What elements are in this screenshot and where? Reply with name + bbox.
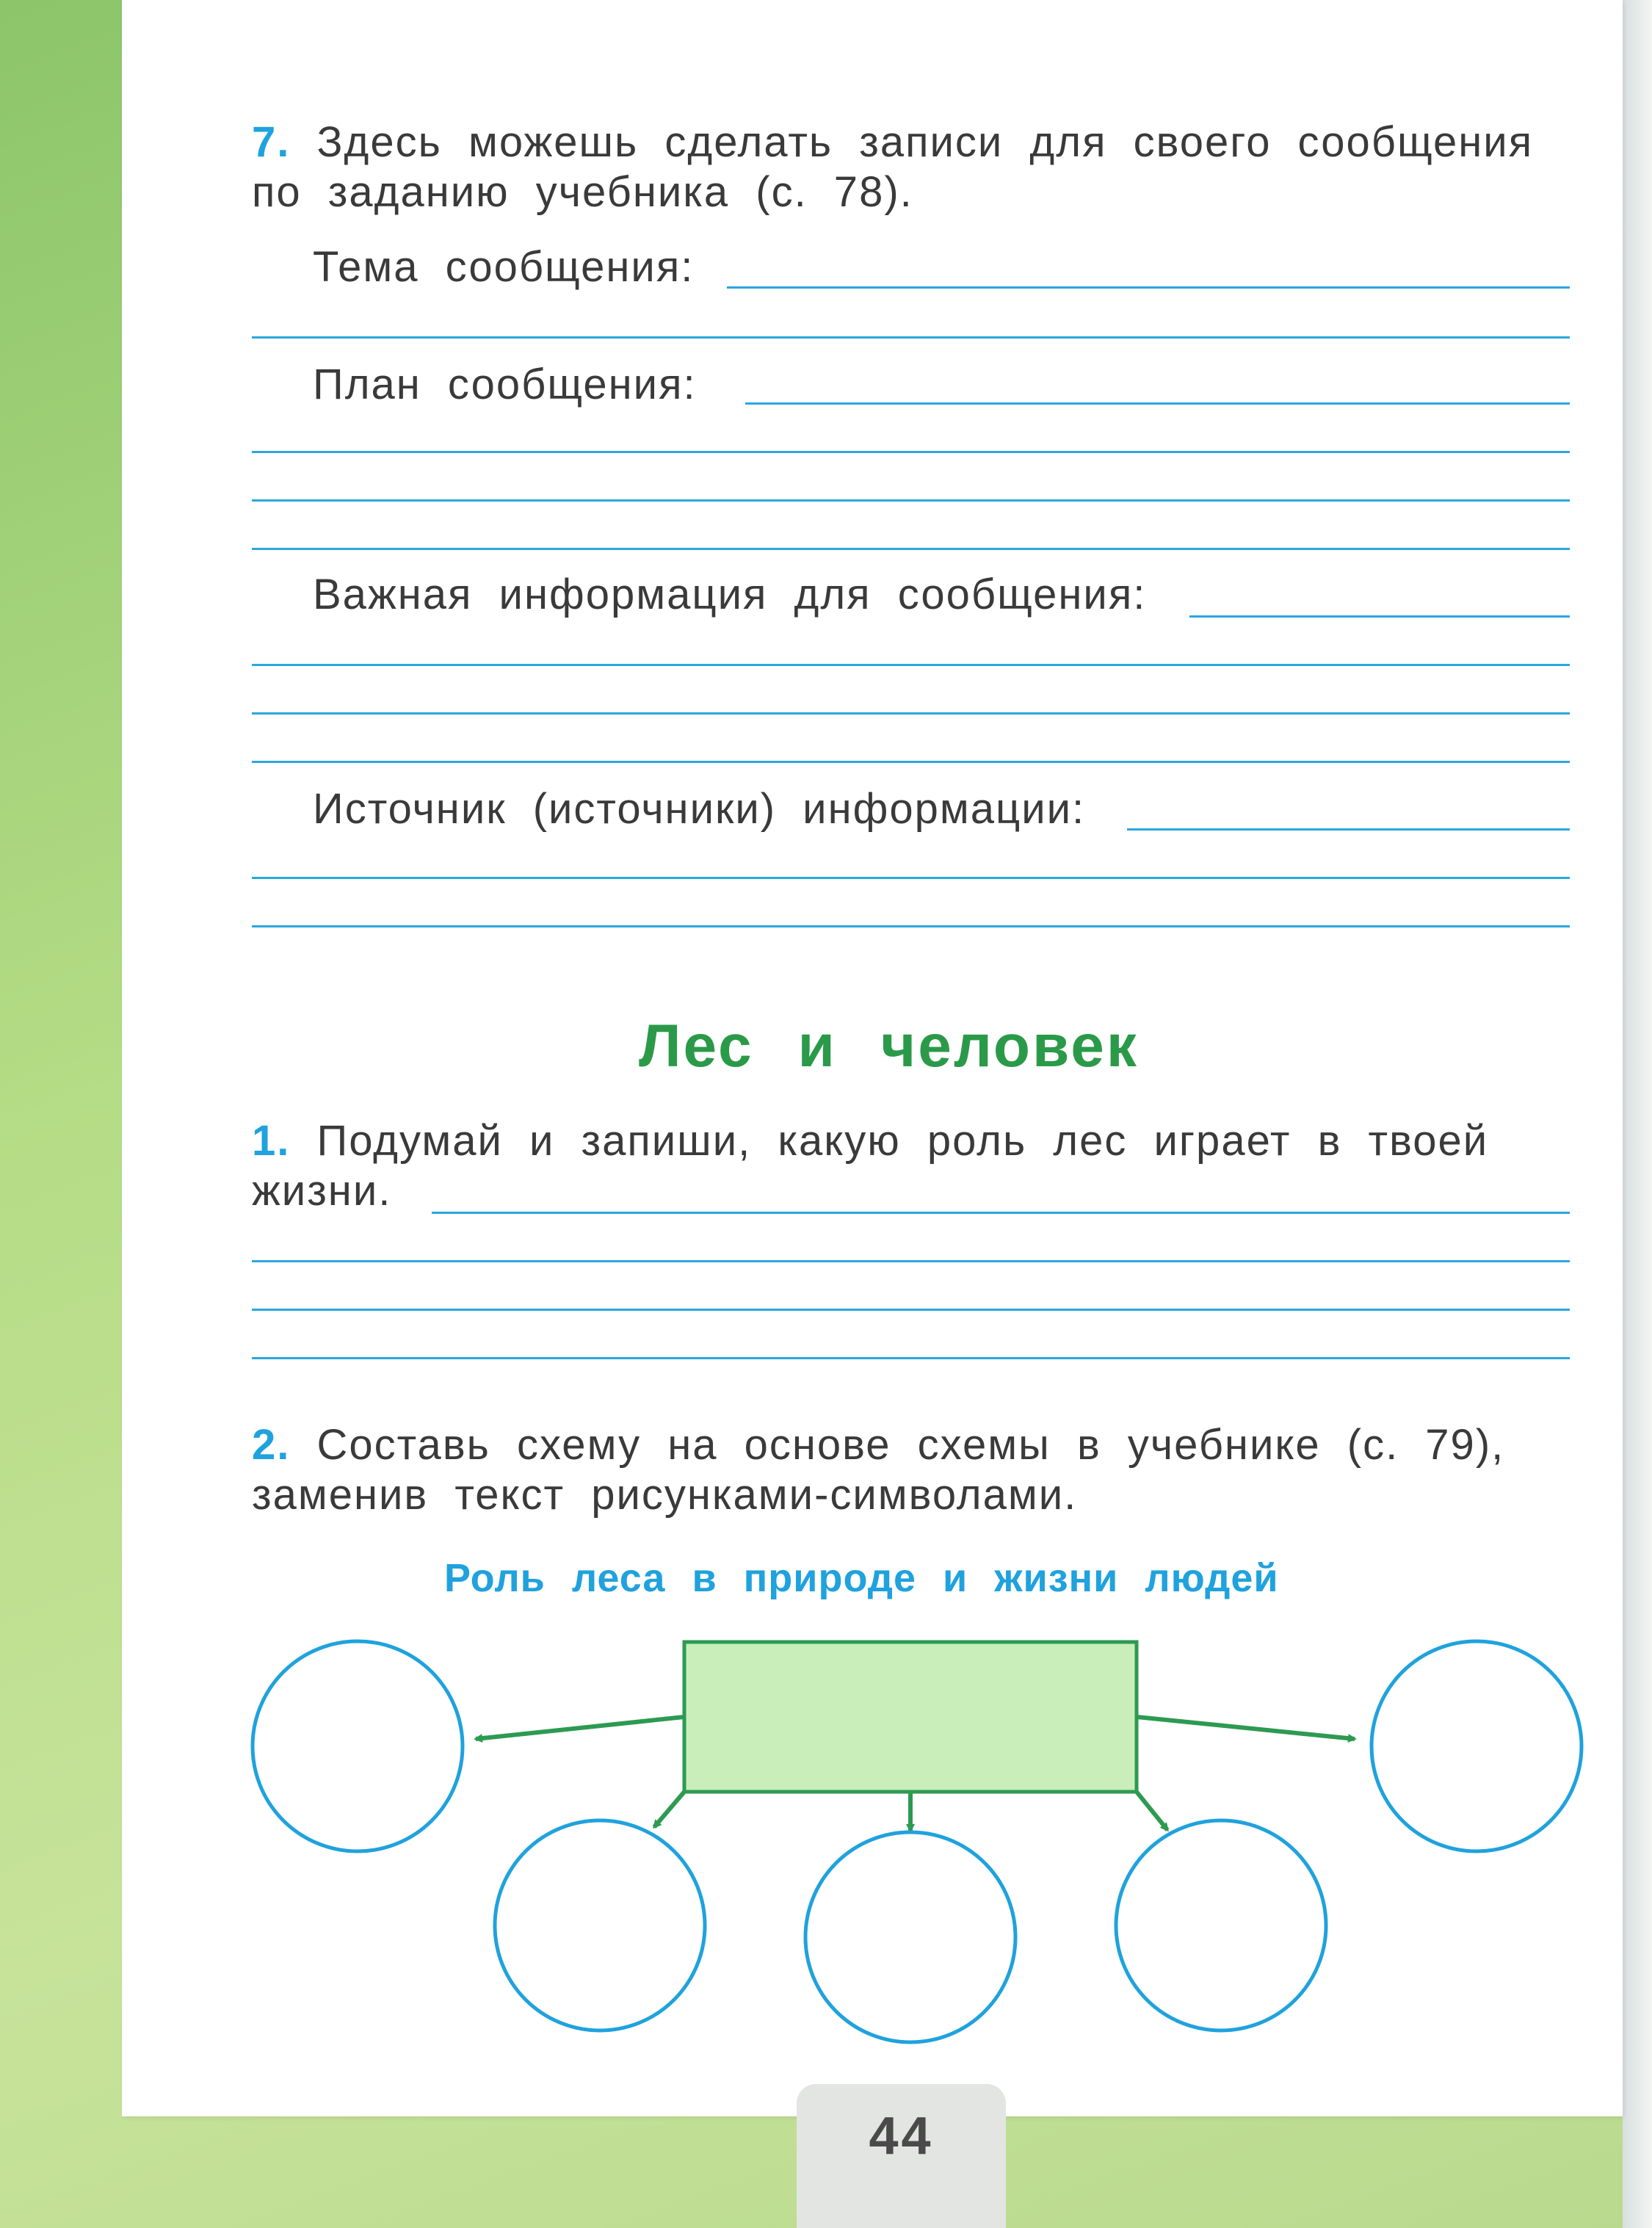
source-label: Источник (источники) информации: (313, 785, 1086, 833)
task1-text-line2: жизни. (252, 1167, 392, 1215)
circle-bottom-right[interactable] (1116, 1820, 1326, 2030)
task1-text-line1: Подумай и запиши, какую роль лес играет в твоей (316, 1117, 1489, 1165)
task7-text-line2: по заданию учебника (с. 78). (252, 168, 913, 216)
arrow-right (1137, 1717, 1355, 1739)
arrow-bottom-right (1137, 1792, 1167, 1830)
task2-text-line1: Составь схему на основе схемы в учебнике (с. 79), (316, 1421, 1505, 1469)
topic-label: Тема сообщения: (313, 243, 695, 291)
section-title: Лес и человек (639, 1013, 1139, 1079)
page-number: 44 (869, 2107, 934, 2166)
info-label: Важная информация для сообщения: (313, 571, 1147, 618)
task7-text-line1: Здесь можешь сделать записи для своего сообщения (316, 118, 1534, 166)
circle-bottom-left[interactable] (495, 1820, 705, 2030)
task2-text-line2: заменив текст рисунками-символами. (252, 1471, 1078, 1519)
arrow-bottom-left (654, 1792, 684, 1827)
center-box[interactable] (684, 1642, 1137, 1792)
circle-right[interactable] (1372, 1641, 1582, 1851)
task7-number: 7. (252, 118, 291, 166)
arrow-left (476, 1717, 684, 1739)
task2-number: 2. (252, 1421, 291, 1469)
scheme-title: Роль леса в природе и жизни людей (444, 1556, 1279, 1600)
plan-label: План сообщения: (313, 361, 697, 408)
task1-number: 1. (252, 1117, 291, 1165)
circle-left[interactable] (253, 1641, 463, 1851)
circle-bottom-center[interactable] (805, 1832, 1015, 2042)
